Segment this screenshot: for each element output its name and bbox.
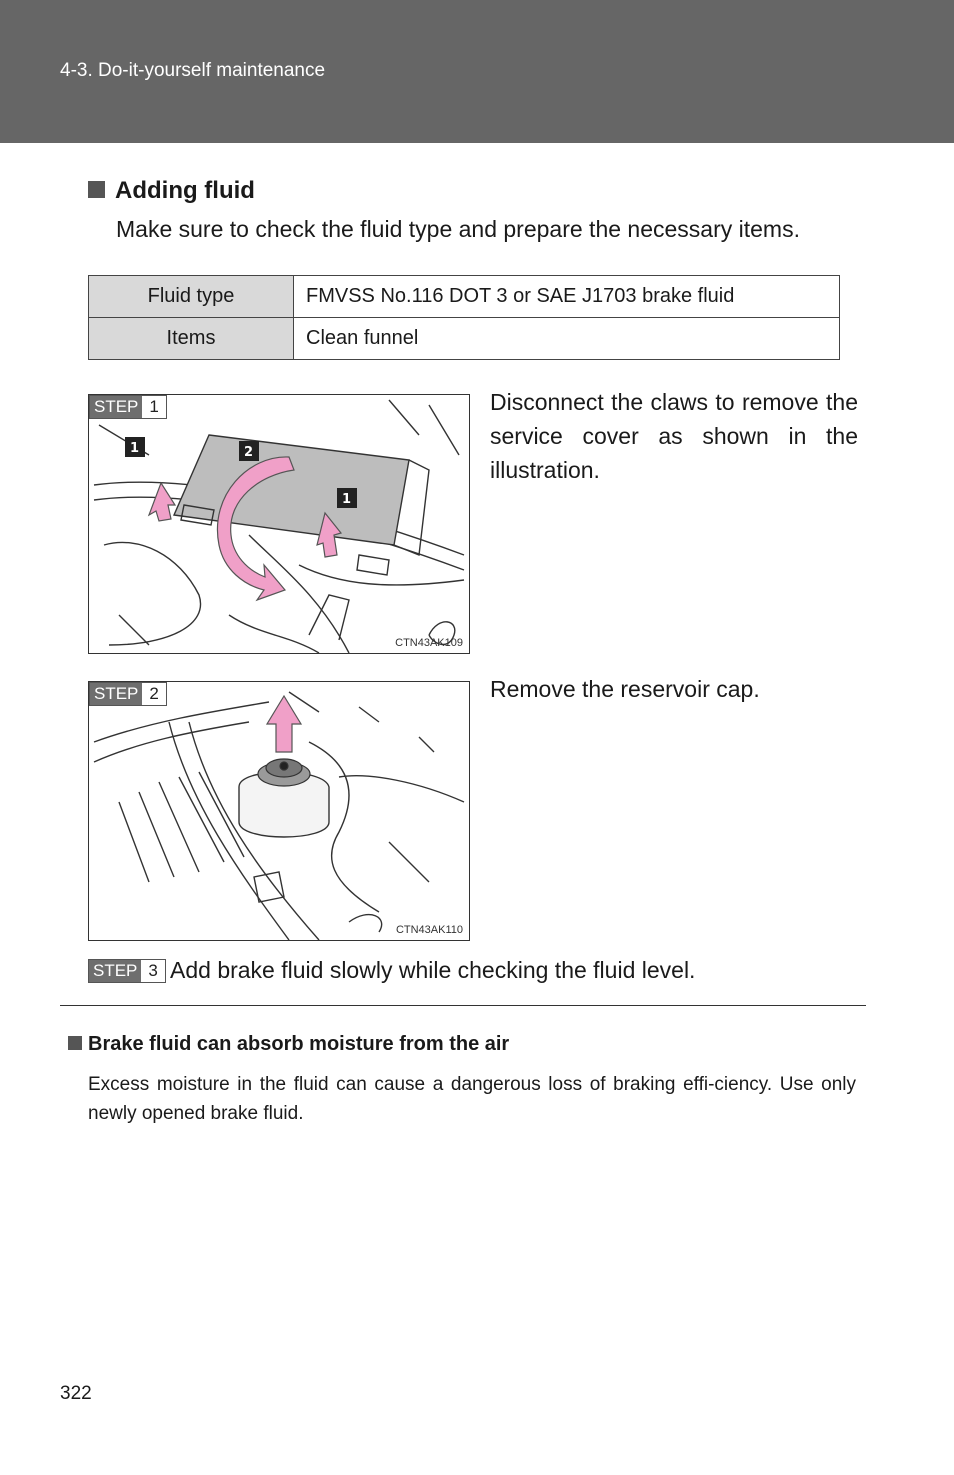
step-badge: STEP 3	[88, 959, 166, 983]
square-bullet-icon	[68, 1036, 82, 1050]
table-key: Items	[89, 318, 294, 360]
table-value: Clean funnel	[294, 318, 840, 360]
step1-illustration	[88, 394, 470, 654]
figure-code: CTN43AK110	[395, 924, 463, 936]
step2-illustration	[88, 681, 470, 941]
step2-text: Remove the reservoir cap.	[490, 676, 760, 702]
step1-text: Disconnect the claws to remove the service cover as shown in the illustration.	[490, 389, 858, 483]
figure-code: CTN43AK109	[395, 637, 463, 649]
callout-1: 1	[130, 441, 140, 456]
page-number: 322	[60, 1383, 92, 1404]
section-title: 4-3. Do-it-yourself maintenance	[60, 60, 326, 81]
table-key: Fluid type	[89, 276, 294, 318]
table-row	[89, 276, 840, 318]
table-row	[89, 318, 840, 360]
step-badge: STEP 2	[89, 682, 167, 706]
table-value: FMVSS No.116 DOT 3 or SAE J1703 brake fluid	[294, 276, 840, 318]
callout-2: 2	[244, 445, 254, 460]
fluid-spec-table	[88, 275, 840, 360]
step-badge: STEP 1	[89, 395, 167, 419]
callout-1: 1	[342, 492, 352, 507]
note-heading: Brake fluid can absorb moisture from the air	[68, 1033, 509, 1056]
service-cover-drawing	[89, 395, 469, 653]
section-heading: Adding fluid	[88, 177, 255, 205]
page-header	[0, 0, 954, 143]
note-text: Excess moisture in the fluid can cause a dangerous loss of braking effi-ciency. Use only newly opened brake fluid.	[88, 1074, 856, 1124]
divider	[60, 1005, 866, 1006]
step3-text: Add brake fluid slowly while checking the fluid level.	[170, 957, 696, 983]
intro-text: Make sure to check the fluid type and prepare the necessary items.	[116, 216, 800, 242]
square-bullet-icon	[88, 181, 105, 198]
reservoir-drawing	[89, 682, 469, 940]
